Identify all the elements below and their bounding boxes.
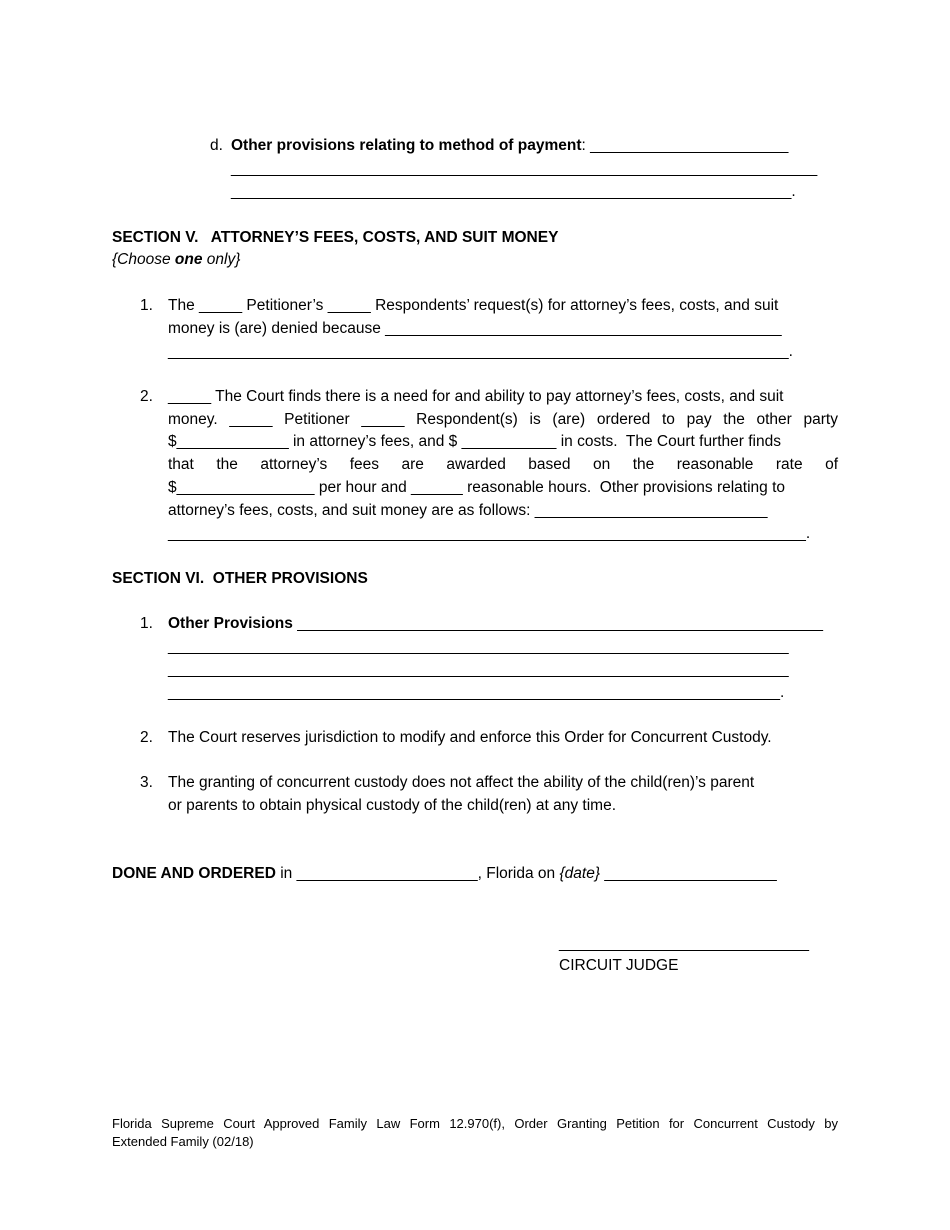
s5-item2-line5: $________________ per hour and ______ reasonable hours. Other provisions relating to <box>168 479 786 496</box>
s6-item1-line1 <box>168 614 823 634</box>
s6-item2-text: The Court reserves jurisdiction to modify and enforce this Order for Concurrent Custody. <box>168 729 772 746</box>
s5-item2-number: 2. <box>140 388 153 405</box>
s6-item3-line1: The granting of concurrent custody does not affect the ability of the child(ren)’s parent <box>168 774 755 791</box>
s5-item2-line1: _____ The Court finds there is a need for and ability to pay attorney’s fees, costs, and suit <box>168 388 784 405</box>
judge-title: CIRCUIT JUDGE <box>559 957 679 974</box>
section-5-heading: SECTION V. ATTORNEY’S FEES, COSTS, AND SUIT MONEY <box>112 229 559 246</box>
s5-item1-line1: The _____ Petitioner’s _____ Respondents’ request(s) for attorney’s fees, costs, and suit <box>168 297 779 314</box>
done-date-label: {date} <box>559 865 601 882</box>
section-5-instruction: {Choose one only} <box>112 251 241 268</box>
done-and-ordered-line <box>112 864 777 884</box>
s6-item1-blank-1: _____________________________________________________________ <box>292 615 824 632</box>
footer-line-2: Extended Family (02/18) <box>112 1134 254 1149</box>
payment-marker: d. <box>210 137 223 154</box>
s6-item1-line2: ________________________________________________________________________ <box>168 638 789 655</box>
judge-signature-line: _____________________________ <box>559 935 809 952</box>
section-6-heading: SECTION VI. OTHER PROVISIONS <box>112 570 368 587</box>
payment-blank-2: ____________________________________________________________________ <box>231 160 818 177</box>
s5-item1-line3: ________________________________________________________________________. <box>168 343 793 360</box>
s5-item1-line2: money is (are) denied because ______________________________________________ <box>168 320 782 337</box>
done-date-blank: ____________________ <box>600 865 777 882</box>
s6-item1-number: 1. <box>140 615 153 632</box>
s5-item2-line3: $_____________ in attorney’s fees, and $ ___________ in costs. The Court further finds <box>168 433 781 450</box>
s6-item1-line4: _______________________________________________________________________. <box>168 684 785 701</box>
s5-item2-line4: that the attorney’s fees are awarded based on the reasonable rate of <box>168 456 838 473</box>
payment-blank-1: : _______________________ <box>581 137 789 154</box>
payment-blank-3: _________________________________________________________________. <box>231 183 796 200</box>
s5-item2-line6: attorney’s fees, costs, and suit money are as follows: ___________________________ <box>168 502 768 519</box>
done-and-ordered-label: DONE AND ORDERED <box>112 865 276 882</box>
s5-item2-line7: __________________________________________________________________________. <box>168 525 811 542</box>
footer-line-1: Florida Supreme Court Approved Family Law Form 12.970(f), Order Granting Petition for Concurrent Custody by <box>112 1116 838 1131</box>
s5-item2-line2: money. _____ Petitioner _____ Respondent(s) is (are) ordered to pay the other party <box>168 411 838 428</box>
s6-item2-number: 2. <box>140 729 153 746</box>
s6-item3-line2: or parents to obtain physical custody of the child(ren) at any time. <box>168 797 617 814</box>
s5-item1-number: 1. <box>140 297 153 314</box>
section-5-instruction-emphasis: one <box>174 251 203 268</box>
payment-line-1 <box>231 136 788 156</box>
done-location-blank: in _____________________, Florida on <box>275 865 560 882</box>
s6-item1-line3: ________________________________________________________________________ <box>168 661 789 678</box>
s6-item3-number: 3. <box>140 774 153 791</box>
s6-item1-label: Other Provisions <box>168 615 293 632</box>
payment-label: Other provisions relating to method of payment <box>231 137 582 154</box>
